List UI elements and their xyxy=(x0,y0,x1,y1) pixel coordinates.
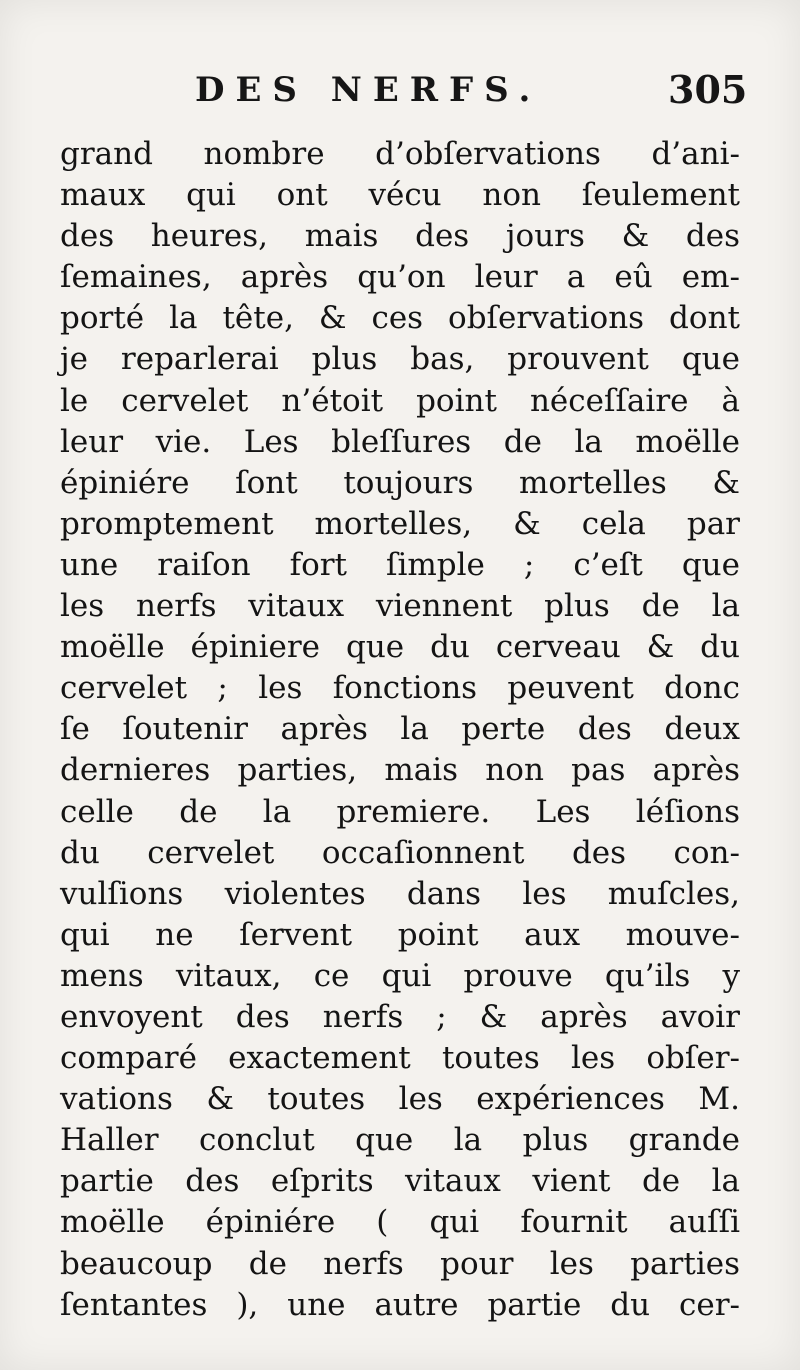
text-line: les nerfs vitaux viennent plus de la xyxy=(60,588,740,625)
text-line: ſentantes ), une autre partie du cer- xyxy=(60,1286,740,1323)
text-line: grand nombre d’obſervations d’ani- xyxy=(60,136,740,172)
text-line: ſe ſoutenir après la perte des deux xyxy=(60,711,740,748)
page-header xyxy=(0,67,800,120)
running-head: DES NERFS. xyxy=(195,70,542,110)
text-line: vulſions violentes dans les muſcles, xyxy=(60,875,740,912)
text-line: envoyent des nerfs ; & après avoir xyxy=(60,998,740,1035)
text-line: promptement mortelles, & cela par xyxy=(60,505,740,542)
text-line: partie des eſprits vitaux vient de la xyxy=(60,1163,740,1200)
text-line: dernieres parties, mais non pas après xyxy=(60,752,740,789)
text-line: cervelet ; les fonctions peuvent donc xyxy=(60,670,740,707)
text-line: Haller conclut que la plus grande xyxy=(60,1122,740,1159)
body-text xyxy=(60,134,740,1326)
text-line: des heures, mais des jours & des xyxy=(60,218,740,255)
text-line: moëlle épiniere que du cerveau & du xyxy=(60,629,740,666)
text-line: comparé exactement toutes les obſer- xyxy=(60,1040,740,1077)
text-line: vations & toutes les expériences M. xyxy=(60,1081,740,1118)
text-line: je reparlerai plus bas, prouvent que xyxy=(60,341,740,378)
text-line: moëlle épiniére ( qui fournit auſſi xyxy=(60,1204,740,1241)
text-line: du cervelet occaſionnent des con- xyxy=(60,834,740,871)
text-line: le cervelet n’étoit point néceſſaire à xyxy=(60,382,740,419)
text-line: une raiſon fort ſimple ; c’eſt que xyxy=(60,546,740,583)
text-line: épiniére ſont toujours mortelles & xyxy=(60,464,740,501)
text-line: maux qui ont vécu non ſeulement xyxy=(60,177,740,214)
text-line: leur vie. Les bleſſures de la moëlle xyxy=(60,423,740,460)
page-number: 305 xyxy=(668,67,748,112)
text-line: mens vitaux, ce qui prouve qu’ils y xyxy=(60,957,740,994)
text-line: porté la tête, & ces obſervations dont xyxy=(60,300,740,337)
text-line: beaucoup de nerfs pour les parties xyxy=(60,1245,740,1282)
text-line: ſemaines, après qu’on leur a eû em- xyxy=(60,259,740,296)
text-line: celle de la premiere. Les léſions xyxy=(60,793,740,830)
text-line: qui ne ſervent point aux mouve- xyxy=(60,916,740,953)
